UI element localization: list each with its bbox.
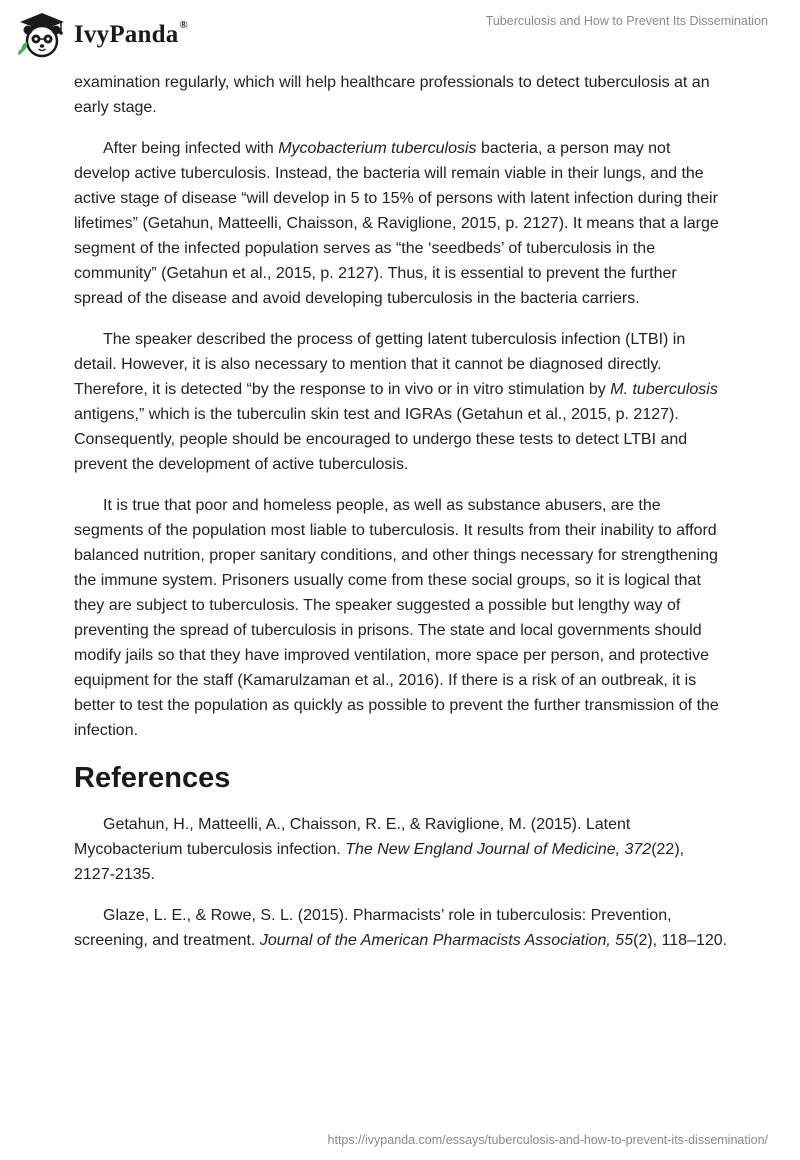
paragraph-prisons: It is true that poor and homeless people, as well as substance abusers, are the segments of the population most liable to tuberculosis. It results from their inability to afford balanced nutrition, proper sanitary conditions, and other things necessary for strengthening the immune system. Prisoners usually come from these social groups, so it is logical that they are subject to tuberculosis. The speaker suggested a possible but lengthy way of preventing the spread of tuberculosis in prisons. The state and local governments should modify jails so that they have improved ventilation, more space per person, and protective equipment for the staff (Kamarulzaman et al., 2016). If there is a risk of an outbreak, it is better to test the population as quickly as possible to prevent the further transmission of the infection. xyxy=(74,497,719,739)
reference-item: Glaze, L. E., & Rowe, S. L. (2015). Pharmacists’ role in tuberculosis: Prevention, screening, and treatment. Journal of the American Pharmacists Association, 55(2), 118–120. xyxy=(74,907,728,949)
paragraph-latent-infection: After being infected with Mycobacterium tuberculosis bacteria, a person may not develop active tuberculosis. Instead, the bacteria will remain viable in their lungs, and the active stage of disease “will develop in 5 to 15% of persons with latent infection during their lifetimes” (Getahun, Matteelli, Chaisson, & Raviglione, 2015, p. 2127). It means that a large segment of the infected population serves as “the ‘seedbeds’ of tuberculosis in the community” (Getahun et al., 2015, p. 2127). Thus, it is essential to prevent the further spread of the disease and avoid developing tuberculosis in the bacteria carriers. xyxy=(74,140,719,307)
references-heading: References xyxy=(74,762,231,794)
reference-item: Getahun, H., Matteelli, A., Chaisson, R. E., & Raviglione, M. (2015). Latent Mycobacterium tuberculosis infection. The New England Journal of Medicine, 372(22), 2127-2135. xyxy=(74,816,685,883)
essay-body xyxy=(74,70,728,969)
paragraph-ltbi-diagnosis: The speaker described the process of getting latent tuberculosis infection (LTBI) in detail. However, it is also necessary to mention that it cannot be diagnosed directly. Therefore, it is detected “by the response to in vivo or in vitro stimulation by M. tuberculosis antigens,” which is the tuberculin skin test and IGRAs (Getahun et al., 2015, p. 2127). Consequently, people should be encouraged to undergo these tests to detect LTBI and prevent the development of active tuberculosis. xyxy=(74,331,718,473)
source-url-link[interactable]: https://ivypanda.com/essays/tuberculosis-and-how-to-prevent-its-dissemination/ xyxy=(327,1133,768,1147)
document-title: Tuberculosis and How to Prevent Its Dissemination xyxy=(485,14,768,28)
brand-logo[interactable] xyxy=(14,8,188,60)
paragraph-continued: examination regularly, which will help healthcare professionals to detect tuberculosis at an early stage. xyxy=(74,74,710,116)
panda-mascot-icon xyxy=(14,8,70,60)
page-header xyxy=(0,0,800,64)
brand-name: IvyPanda® xyxy=(74,19,188,48)
